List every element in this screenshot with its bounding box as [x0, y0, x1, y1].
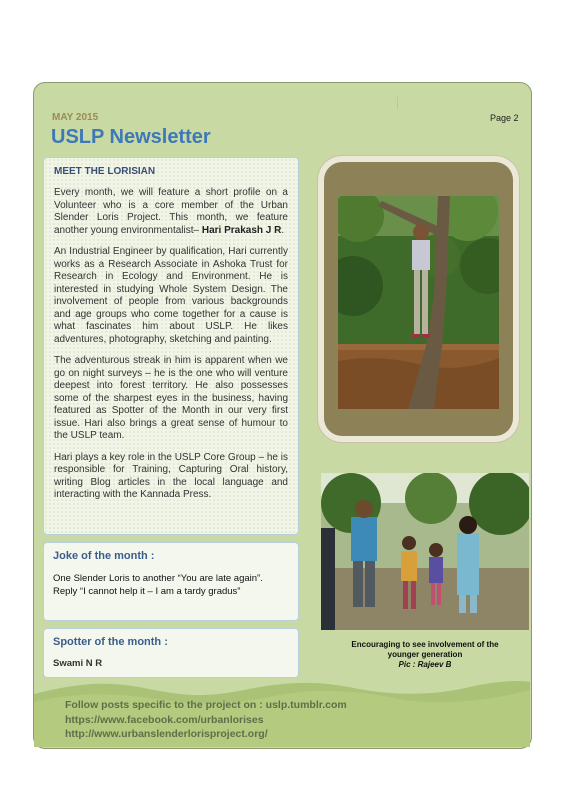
spotter-heading: Spotter of the month :: [53, 636, 168, 648]
divider-tick: [397, 97, 398, 109]
spotter-panel: [43, 628, 299, 678]
meet-heading: MEET THE LORISIAN: [54, 166, 156, 177]
tumblr-link[interactable]: Follow posts specific to the project on : uslp.tumblr.com: [65, 699, 347, 711]
caption-line-1: Encouraging to see involvement of the: [351, 640, 499, 649]
group-photo: [321, 473, 529, 630]
profile-background: An Industrial Engineer by qualification, Hari currently works as a Research Associate in Ashoka Trust for Research in Ecology and Environment. He is interested in studying Whole System Design. The involvement of people from various backgrounds and age groups who come together for a cause is what fascinates him about USLP. He likes adventures, photography, sketching and painting.: [54, 246, 288, 345]
page-number: Page 2: [490, 113, 519, 123]
tree-photo-illustration: [338, 196, 499, 409]
spotter-name: Swami N R: [53, 658, 103, 669]
caption-line-2: younger generation: [387, 650, 463, 659]
volunteer-name: Hari Prakash J R: [201, 224, 282, 236]
photo-caption: [320, 640, 530, 670]
profile-intro-end: .: [281, 224, 285, 236]
joke-text: [53, 572, 289, 598]
profile-photo: [338, 196, 499, 409]
footer-links: [65, 698, 347, 742]
profile-intro-text: Every month, we will feature a short profile on a Volunteer who is a core member of the Urban Slender Loris Project. This month, we feature another young environmentalist–: [54, 187, 288, 236]
photo-credit: Pic : Rajeev B: [398, 660, 452, 669]
meet-the-lorisian-panel: [43, 157, 299, 535]
group-photo-illustration: [321, 473, 529, 630]
facebook-link[interactable]: https://www.facebook.com/urbanlorises: [65, 713, 264, 726]
profile-role: Hari plays a key role in the USLP Core Group – he is responsible for Training, Capturing Oral history, writing Blog articles in the local language and interacting with the Kannada Press.: [54, 451, 288, 500]
profile-intro: [54, 187, 288, 237]
newsletter-title: USLP Newsletter: [51, 126, 211, 148]
website-link[interactable]: http://www.urbanslenderlorisproject.org/: [65, 728, 268, 740]
issue-date: MAY 2015: [52, 112, 99, 123]
photo-mat: [324, 162, 513, 436]
profile-adventures: The adventurous streak in him is apparent when we go on night surveys – he is the one who will venture deepest into forest territory. He also possesses some of the sharpest eyes in the business, having featured as Spotter of the Month in our very first issue. Hari also brings a great sense of humour to the USLP team.: [54, 355, 288, 441]
profile-photo-frame: [318, 156, 519, 442]
joke-line-2: Reply “I cannot help it – I am a tardy gradus”: [53, 586, 241, 597]
joke-line-1: One Slender Loris to another “You are late again”.: [53, 573, 263, 584]
joke-panel: [43, 542, 299, 621]
joke-heading: Joke of the month :: [53, 550, 155, 562]
